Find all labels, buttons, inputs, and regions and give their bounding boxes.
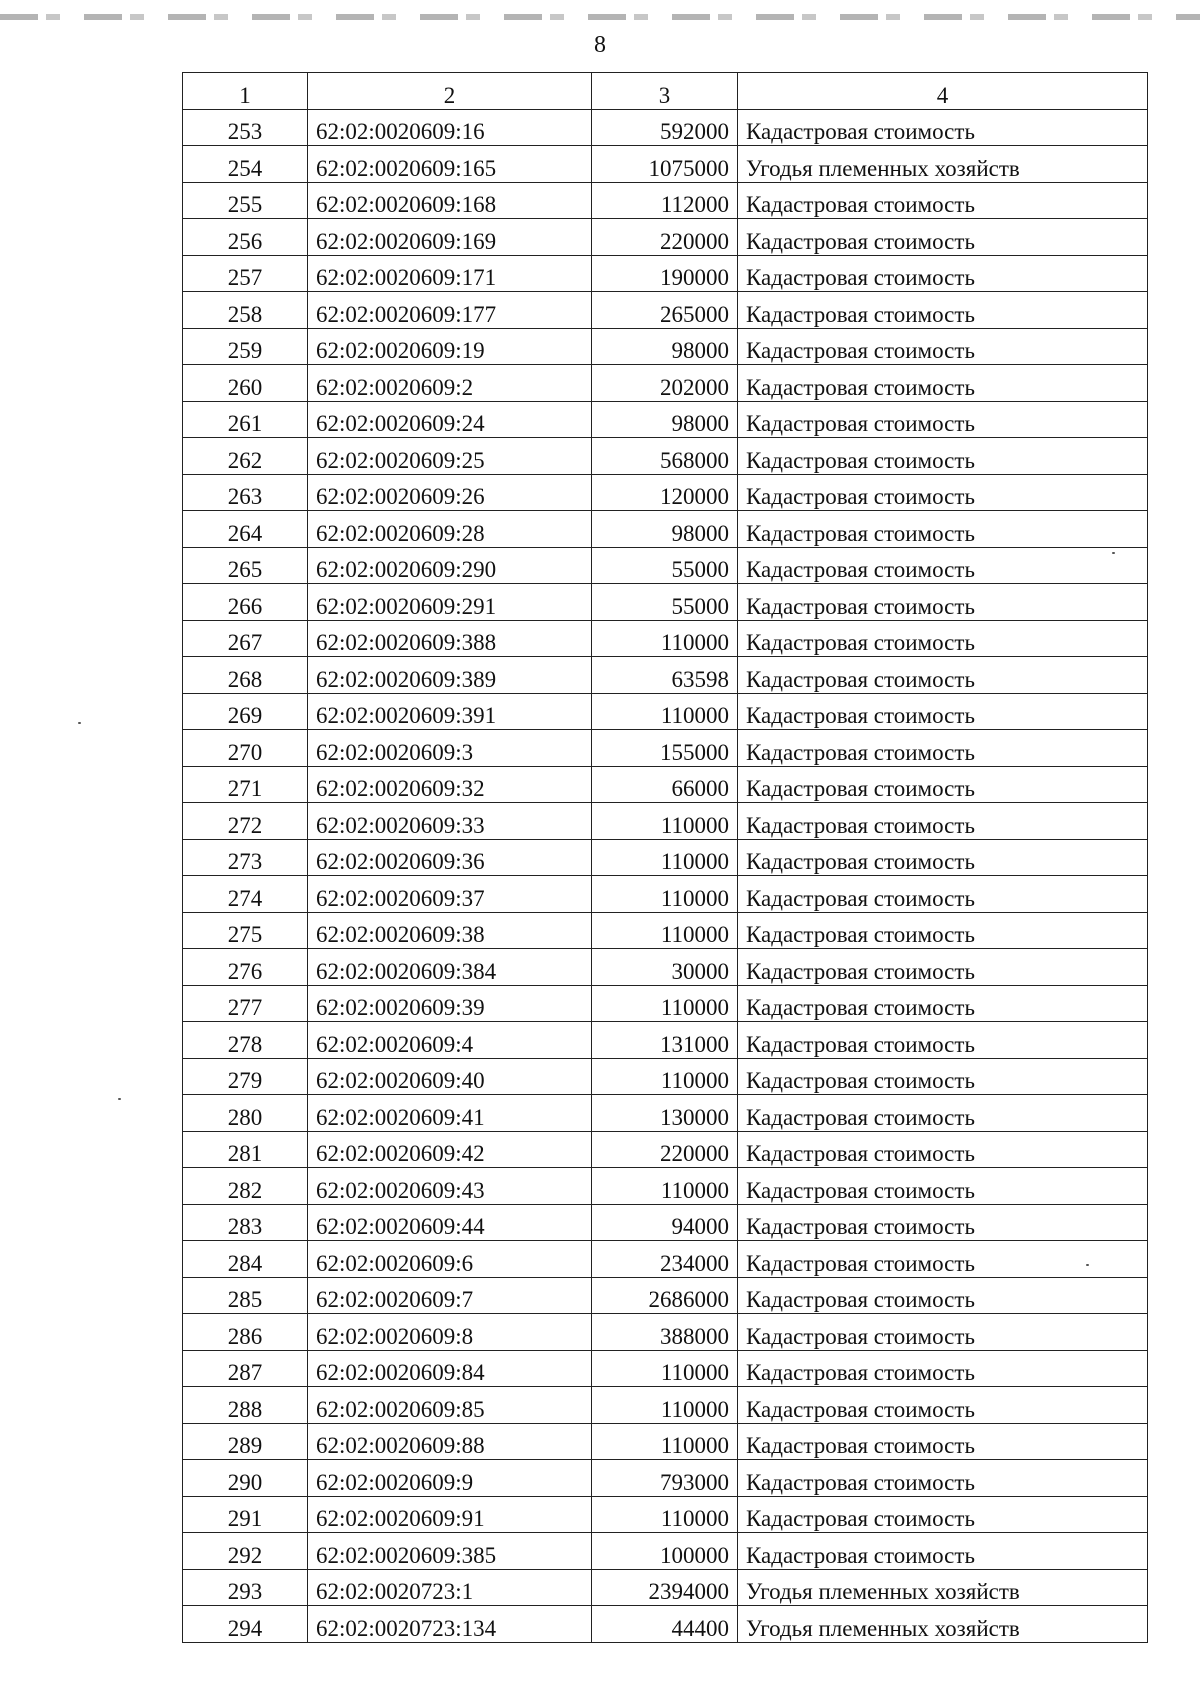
basis-cell: Кадастровая стоимость: [738, 474, 1148, 511]
cadastral-number-cell: 62:02:0020609:8: [308, 1314, 592, 1351]
basis-cell: Кадастровая стоимость: [738, 292, 1148, 329]
table-row: [183, 219, 1148, 256]
row-number-cell: 253: [183, 109, 308, 146]
table-row: [183, 1314, 1148, 1351]
value-cell: 110000: [592, 1168, 738, 1205]
cadastral-number-cell: 62:02:0020609:165: [308, 146, 592, 183]
value-cell: 55000: [592, 584, 738, 621]
cadastral-number-cell: 62:02:0020609:85: [308, 1387, 592, 1424]
value-cell: 592000: [592, 109, 738, 146]
value-cell: 63598: [592, 657, 738, 694]
value-cell: 220000: [592, 1131, 738, 1168]
table-row: [183, 511, 1148, 548]
row-number-cell: 265: [183, 547, 308, 584]
basis-cell: Кадастровая стоимость: [738, 1314, 1148, 1351]
table-row: [183, 1350, 1148, 1387]
table-row: [183, 146, 1148, 183]
row-number-cell: 269: [183, 693, 308, 730]
row-number-cell: 270: [183, 730, 308, 767]
table-row: [183, 912, 1148, 949]
value-cell: 110000: [592, 1387, 738, 1424]
table-row: [183, 401, 1148, 438]
basis-cell: Кадастровая стоимость: [738, 657, 1148, 694]
basis-cell: Кадастровая стоимость: [738, 1533, 1148, 1570]
cadastral-number-cell: 62:02:0020609:84: [308, 1350, 592, 1387]
scan-speck: [118, 1098, 121, 1100]
basis-cell: Кадастровая стоимость: [738, 839, 1148, 876]
basis-cell: Угодья племенных хозяйств: [738, 146, 1148, 183]
basis-cell: Кадастровая стоимость: [738, 1496, 1148, 1533]
table-row: [183, 949, 1148, 986]
value-cell: 30000: [592, 949, 738, 986]
table-row: [183, 1131, 1148, 1168]
table-row: [183, 730, 1148, 767]
cadastral-number-cell: 62:02:0020609:291: [308, 584, 592, 621]
cadastral-number-cell: 62:02:0020609:38: [308, 912, 592, 949]
cadastral-number-cell: 62:02:0020609:37: [308, 876, 592, 913]
row-number-cell: 258: [183, 292, 308, 329]
row-number-cell: 285: [183, 1277, 308, 1314]
table-row: [183, 1022, 1148, 1059]
table-row: [183, 1204, 1148, 1241]
basis-cell: Угодья племенных хозяйств: [738, 1606, 1148, 1643]
header-row: [183, 73, 1148, 110]
row-number-cell: 289: [183, 1423, 308, 1460]
value-cell: 110000: [592, 985, 738, 1022]
row-number-cell: 283: [183, 1204, 308, 1241]
basis-cell: Кадастровая стоимость: [738, 1131, 1148, 1168]
value-cell: 130000: [592, 1095, 738, 1132]
value-cell: 110000: [592, 876, 738, 913]
row-number-cell: 278: [183, 1022, 308, 1059]
header-cell-3: 3: [592, 73, 738, 110]
value-cell: 110000: [592, 912, 738, 949]
value-cell: 388000: [592, 1314, 738, 1351]
cadastral-number-cell: 62:02:0020609:24: [308, 401, 592, 438]
row-number-cell: 282: [183, 1168, 308, 1205]
basis-cell: Кадастровая стоимость: [738, 1204, 1148, 1241]
table-row: [183, 985, 1148, 1022]
value-cell: 110000: [592, 693, 738, 730]
value-cell: 155000: [592, 730, 738, 767]
row-number-cell: 260: [183, 365, 308, 402]
cadastral-number-cell: 62:02:0020609:33: [308, 803, 592, 840]
basis-cell: Кадастровая стоимость: [738, 876, 1148, 913]
basis-cell: Кадастровая стоимость: [738, 547, 1148, 584]
cadastral-number-cell: 62:02:0020609:41: [308, 1095, 592, 1132]
cadastral-number-cell: 62:02:0020609:28: [308, 511, 592, 548]
table-row: [183, 584, 1148, 621]
value-cell: 94000: [592, 1204, 738, 1241]
value-cell: 110000: [592, 1058, 738, 1095]
table-row: [183, 803, 1148, 840]
row-number-cell: 280: [183, 1095, 308, 1132]
basis-cell: Кадастровая стоимость: [738, 1350, 1148, 1387]
basis-cell: Кадастровая стоимость: [738, 1022, 1148, 1059]
row-number-cell: 261: [183, 401, 308, 438]
cadastral-number-cell: 62:02:0020609:2: [308, 365, 592, 402]
row-number-cell: 279: [183, 1058, 308, 1095]
value-cell: 1075000: [592, 146, 738, 183]
scan-speck: [1086, 1264, 1089, 1266]
basis-cell: Кадастровая стоимость: [738, 1241, 1148, 1278]
cadastral-number-cell: 62:02:0020609:9: [308, 1460, 592, 1497]
row-number-cell: 277: [183, 985, 308, 1022]
cadastral-number-cell: 62:02:0020609:391: [308, 693, 592, 730]
basis-cell: Кадастровая стоимость: [738, 730, 1148, 767]
row-number-cell: 263: [183, 474, 308, 511]
cadastral-number-cell: 62:02:0020609:32: [308, 766, 592, 803]
value-cell: 55000: [592, 547, 738, 584]
cadastral-number-cell: 62:02:0020609:290: [308, 547, 592, 584]
cadastral-number-cell: 62:02:0020609:385: [308, 1533, 592, 1570]
cadastral-number-cell: 62:02:0020609:3: [308, 730, 592, 767]
row-number-cell: 268: [183, 657, 308, 694]
row-number-cell: 267: [183, 620, 308, 657]
cadastral-number-cell: 62:02:0020609:36: [308, 839, 592, 876]
value-cell: 202000: [592, 365, 738, 402]
cadastral-number-cell: 62:02:0020609:26: [308, 474, 592, 511]
value-cell: 100000: [592, 1533, 738, 1570]
value-cell: 66000: [592, 766, 738, 803]
value-cell: 234000: [592, 1241, 738, 1278]
row-number-cell: 286: [183, 1314, 308, 1351]
basis-cell: Кадастровая стоимость: [738, 620, 1148, 657]
header-cell-4: 4: [738, 73, 1148, 110]
value-cell: 131000: [592, 1022, 738, 1059]
table-row: [183, 547, 1148, 584]
table-row: [183, 255, 1148, 292]
value-cell: 110000: [592, 620, 738, 657]
table-row: [183, 1460, 1148, 1497]
row-number-cell: 288: [183, 1387, 308, 1424]
cadastral-number-cell: 62:02:0020609:7: [308, 1277, 592, 1314]
cadastral-number-cell: 62:02:0020609:19: [308, 328, 592, 365]
value-cell: 568000: [592, 438, 738, 475]
table-row: [183, 1095, 1148, 1132]
table-row: [183, 1606, 1148, 1643]
basis-cell: Кадастровая стоимость: [738, 1058, 1148, 1095]
table-row: [183, 1168, 1148, 1205]
cadastral-number-cell: 62:02:0020609:91: [308, 1496, 592, 1533]
basis-cell: Кадастровая стоимость: [738, 219, 1148, 256]
row-number-cell: 293: [183, 1569, 308, 1606]
basis-cell: Кадастровая стоимость: [738, 693, 1148, 730]
value-cell: 2686000: [592, 1277, 738, 1314]
basis-cell: Кадастровая стоимость: [738, 255, 1148, 292]
cadastral-number-cell: 62:02:0020609:39: [308, 985, 592, 1022]
row-number-cell: 291: [183, 1496, 308, 1533]
cadastral-number-cell: 62:02:0020723:134: [308, 1606, 592, 1643]
row-number-cell: 257: [183, 255, 308, 292]
basis-cell: Кадастровая стоимость: [738, 1387, 1148, 1424]
cadastral-number-cell: 62:02:0020609:384: [308, 949, 592, 986]
cadastral-number-cell: 62:02:0020723:1: [308, 1569, 592, 1606]
table-row: [183, 109, 1148, 146]
table-row: [183, 1277, 1148, 1314]
row-number-cell: 292: [183, 1533, 308, 1570]
row-number-cell: 262: [183, 438, 308, 475]
table-row: [183, 876, 1148, 913]
value-cell: 220000: [592, 219, 738, 256]
basis-cell: Кадастровая стоимость: [738, 1277, 1148, 1314]
row-number-cell: 275: [183, 912, 308, 949]
page-number: 8: [594, 32, 606, 58]
cadastral-number-cell: 62:02:0020609:44: [308, 1204, 592, 1241]
scan-speck: [1112, 552, 1115, 554]
header-cell-1: 1: [183, 73, 308, 110]
table-row: [183, 438, 1148, 475]
value-cell: 2394000: [592, 1569, 738, 1606]
value-cell: 110000: [592, 803, 738, 840]
value-cell: 98000: [592, 511, 738, 548]
basis-cell: Кадастровая стоимость: [738, 1423, 1148, 1460]
table-row: [183, 328, 1148, 365]
table-row: [183, 1423, 1148, 1460]
basis-cell: Угодья племенных хозяйств: [738, 1569, 1148, 1606]
value-cell: 265000: [592, 292, 738, 329]
header-cell-2: 2: [308, 73, 592, 110]
value-cell: 793000: [592, 1460, 738, 1497]
value-cell: 110000: [592, 1423, 738, 1460]
value-cell: 98000: [592, 401, 738, 438]
row-number-cell: 254: [183, 146, 308, 183]
basis-cell: Кадастровая стоимость: [738, 803, 1148, 840]
cadastral-table: [182, 72, 1148, 1643]
table-row: [183, 474, 1148, 511]
table-row: [183, 1533, 1148, 1570]
table-row: [183, 1058, 1148, 1095]
row-number-cell: 255: [183, 182, 308, 219]
table-row: [183, 839, 1148, 876]
table-row: [183, 1569, 1148, 1606]
cadastral-number-cell: 62:02:0020609:40: [308, 1058, 592, 1095]
row-number-cell: 256: [183, 219, 308, 256]
cadastral-number-cell: 62:02:0020609:43: [308, 1168, 592, 1205]
table-body: [183, 109, 1148, 1642]
table-row: [183, 365, 1148, 402]
table-row: [183, 620, 1148, 657]
cadastral-number-cell: 62:02:0020609:16: [308, 109, 592, 146]
value-cell: 110000: [592, 1350, 738, 1387]
row-number-cell: 273: [183, 839, 308, 876]
row-number-cell: 284: [183, 1241, 308, 1278]
value-cell: 98000: [592, 328, 738, 365]
table-row: [183, 182, 1148, 219]
value-cell: 112000: [592, 182, 738, 219]
value-cell: 190000: [592, 255, 738, 292]
row-number-cell: 274: [183, 876, 308, 913]
value-cell: 120000: [592, 474, 738, 511]
table-row: [183, 693, 1148, 730]
row-number-cell: 281: [183, 1131, 308, 1168]
row-number-cell: 276: [183, 949, 308, 986]
cadastral-number-cell: 62:02:0020609:42: [308, 1131, 592, 1168]
cadastral-number-cell: 62:02:0020609:171: [308, 255, 592, 292]
basis-cell: Кадастровая стоимость: [738, 182, 1148, 219]
basis-cell: Кадастровая стоимость: [738, 985, 1148, 1022]
row-number-cell: 294: [183, 1606, 308, 1643]
row-number-cell: 266: [183, 584, 308, 621]
cadastral-number-cell: 62:02:0020609:4: [308, 1022, 592, 1059]
row-number-cell: 264: [183, 511, 308, 548]
basis-cell: Кадастровая стоимость: [738, 328, 1148, 365]
value-cell: 110000: [592, 1496, 738, 1533]
cadastral-number-cell: 62:02:0020609:6: [308, 1241, 592, 1278]
basis-cell: Кадастровая стоимость: [738, 365, 1148, 402]
cadastral-number-cell: 62:02:0020609:389: [308, 657, 592, 694]
basis-cell: Кадастровая стоимость: [738, 109, 1148, 146]
basis-cell: Кадастровая стоимость: [738, 1095, 1148, 1132]
basis-cell: Кадастровая стоимость: [738, 584, 1148, 621]
basis-cell: Кадастровая стоимость: [738, 1168, 1148, 1205]
row-number-cell: 271: [183, 766, 308, 803]
basis-cell: Кадастровая стоимость: [738, 401, 1148, 438]
cadastral-number-cell: 62:02:0020609:388: [308, 620, 592, 657]
basis-cell: Кадастровая стоимость: [738, 511, 1148, 548]
basis-cell: Кадастровая стоимость: [738, 912, 1148, 949]
cadastral-number-cell: 62:02:0020609:177: [308, 292, 592, 329]
basis-cell: Кадастровая стоимость: [738, 438, 1148, 475]
cadastral-number-cell: 62:02:0020609:168: [308, 182, 592, 219]
table-row: [183, 657, 1148, 694]
table-row: [183, 1241, 1148, 1278]
row-number-cell: 287: [183, 1350, 308, 1387]
basis-cell: Кадастровая стоимость: [738, 949, 1148, 986]
row-number-cell: 259: [183, 328, 308, 365]
value-cell: 44400: [592, 1606, 738, 1643]
cadastral-number-cell: 62:02:0020609:25: [308, 438, 592, 475]
table-row: [183, 1387, 1148, 1424]
table-row: [183, 766, 1148, 803]
row-number-cell: 272: [183, 803, 308, 840]
basis-cell: Кадастровая стоимость: [738, 766, 1148, 803]
value-cell: 110000: [592, 839, 738, 876]
table-row: [183, 292, 1148, 329]
cadastral-number-cell: 62:02:0020609:169: [308, 219, 592, 256]
basis-cell: Кадастровая стоимость: [738, 1460, 1148, 1497]
cadastral-number-cell: 62:02:0020609:88: [308, 1423, 592, 1460]
row-number-cell: 290: [183, 1460, 308, 1497]
scan-speck: [78, 722, 81, 724]
table-row: [183, 1496, 1148, 1533]
scan-edge-artifact: [0, 14, 1200, 20]
